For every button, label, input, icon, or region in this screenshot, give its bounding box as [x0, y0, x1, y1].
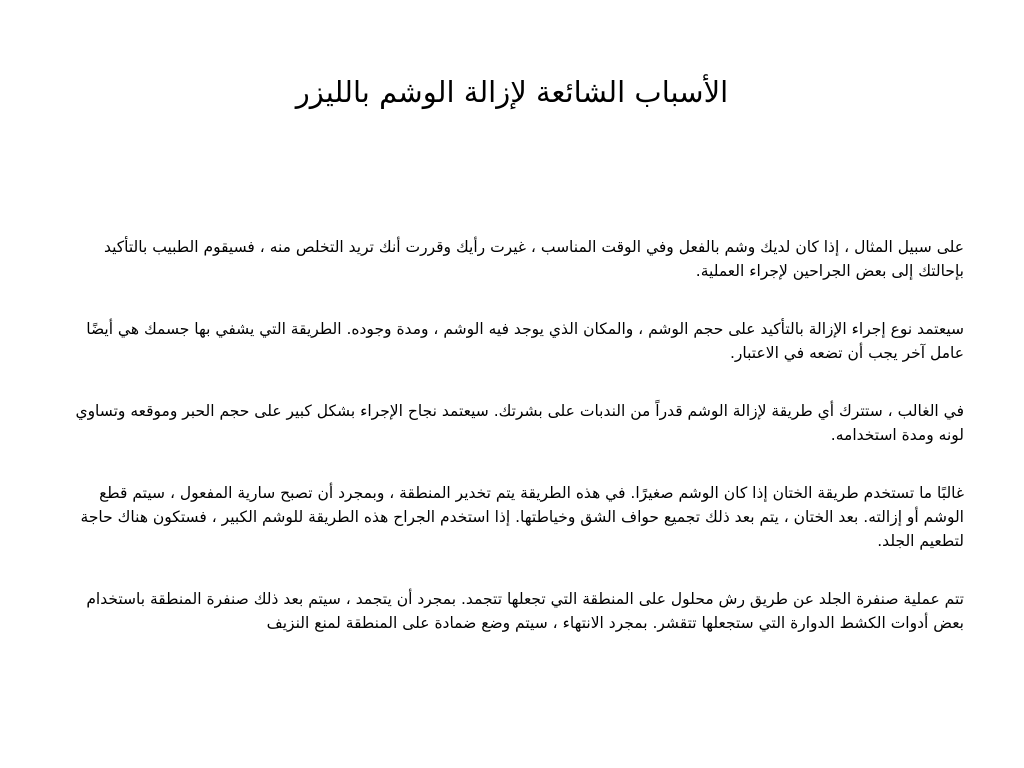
paragraph-3: في الغالب ، ستترك أي طريقة لإزالة الوشم قدراً من الندبات على بشرتك. سيعتمد نجاح الإجراء بشكل كبير على حجم الحبر وموقعه وتساوي لونه ومدة استخدامه. [75, 402, 964, 444]
slide-title: الأسباب الشائعة لإزالة الوشم بالليزر [295, 75, 729, 109]
slide-body [74, 235, 964, 635]
paragraph-4: غالبًا ما تستخدم طريقة الختان إذا كان الوشم صغيرًا. في هذه الطريقة يتم تخدير المنطقة ، وبمجرد أن تصبح سارية المفعول ، سيتم قطع الوشم أو إزالته. بعد الختان ، يتم بعد ذلك تجميع حواف الشق وخياطتها. إذا استخدم الجراح هذه الطريقة للوشم الكبير ، فستكون هناك حاجة لتطعيم الجلد. [80, 484, 964, 550]
paragraph-1: على سبيل المثال ، إذا كان لديك وشم بالفعل وفي الوقت المناسب ، غيرت رأيك وقررت أنك تريد التخلص منه ، فسيقوم الطبيب بالتأكيد بإحالتك إلى بعض الجراحين لإجراء العملية. [103, 238, 964, 280]
paragraph-5: تتم عملية صنفرة الجلد عن طريق رش محلول على المنطقة التي تجعلها تتجمد. بمجرد أن يتجمد ، سيتم بعد ذلك صنفرة المنطقة باستخدام بعض أدوات الكشط الدوارة التي ستجعلها تتقشر. بمجرد الانتهاء ، سيتم وضع ضمادة على المنطقة لمنع النزيف [86, 590, 964, 632]
paragraph-2: سيعتمد نوع إجراء الإزالة بالتأكيد على حجم الوشم ، والمكان الذي يوجد فيه الوشم ، ومدة وجوده. الطريقة التي يشفي بها جسمك هي أيضًا عامل آخر يجب أن تضعه في الاعتبار. [86, 320, 964, 362]
